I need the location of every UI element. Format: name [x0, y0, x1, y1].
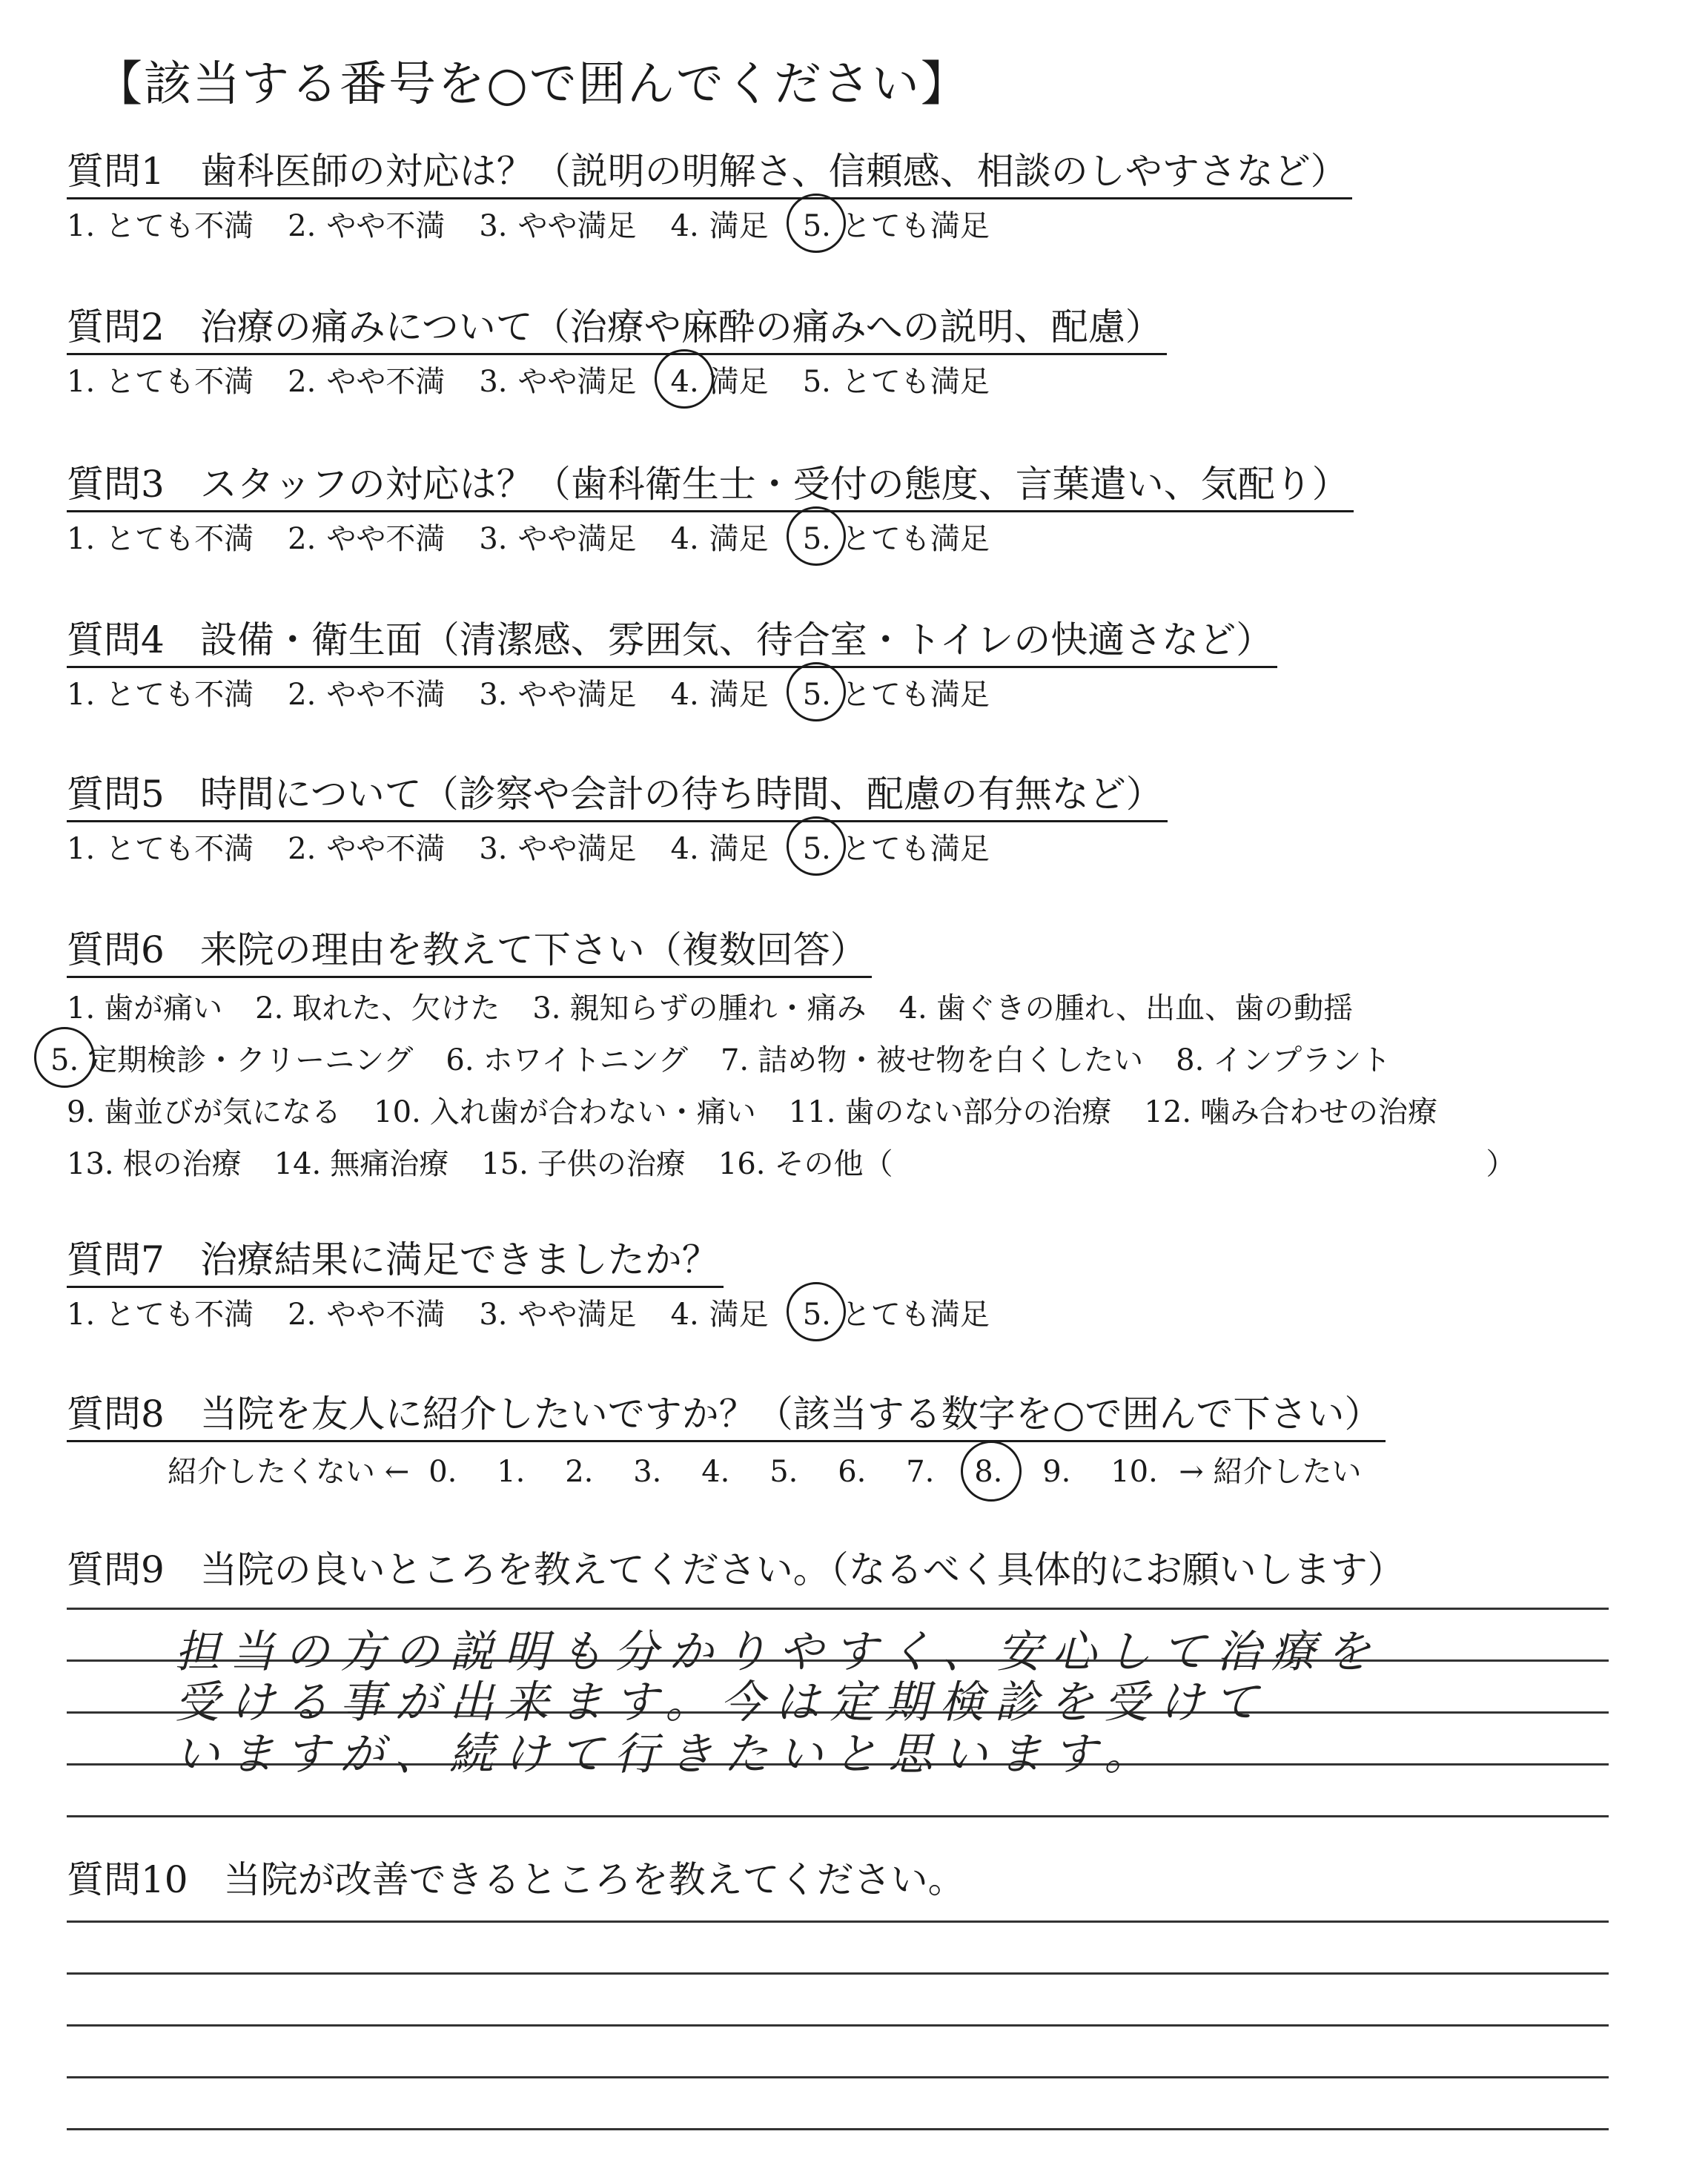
option-number: 2. — [255, 991, 284, 1025]
option-number: 4. — [670, 832, 699, 866]
option-number: 6. — [446, 1043, 474, 1077]
option-label: とても満足 — [841, 678, 990, 712]
question-number: 質問5 — [67, 773, 165, 816]
option-label: その他（ — [774, 1147, 893, 1181]
option-number: 16. — [718, 1147, 766, 1181]
rating-option — [479, 202, 636, 250]
scale-number: 9. — [1042, 1455, 1071, 1489]
rating-option — [671, 515, 769, 563]
option-label: ホワイトニング — [483, 1043, 688, 1077]
option-number: 2. — [288, 522, 317, 556]
answer-line — [67, 1972, 1609, 1975]
question-number: 質問4 — [67, 618, 165, 661]
answer-line — [67, 1815, 1609, 1817]
handwritten-answer-line: いますが、続けて行きたいと思います。 — [175, 1728, 1159, 1780]
option-number: 1. — [67, 1298, 96, 1332]
option-number: 4. — [670, 209, 699, 243]
reason-option — [274, 1138, 449, 1190]
option-label: とても不満 — [105, 209, 254, 243]
question-text: 当院が改善できるところを教えてください。 — [223, 1858, 965, 1901]
option-label: やや満足 — [517, 1298, 637, 1332]
question-1 — [67, 145, 1352, 250]
answer-line — [67, 1920, 1609, 1923]
rating-option — [288, 1291, 445, 1338]
option-label: 歯が痛い — [104, 991, 223, 1025]
option-label: やや不満 — [326, 522, 446, 556]
rating-option — [288, 358, 445, 406]
rating-option — [67, 515, 254, 563]
option-label: 満足 — [709, 1298, 769, 1332]
option-label: やや不満 — [326, 209, 446, 243]
question-text: 時間について（診察や会計の待ち時間、配慮の有無など） — [199, 773, 1163, 816]
reason-option — [789, 1086, 1112, 1138]
option-label: インプラント — [1213, 1043, 1391, 1077]
option-number: 3. — [479, 209, 508, 243]
reason-option — [255, 982, 500, 1034]
reason-option — [446, 1034, 688, 1086]
option-label: とても満足 — [841, 832, 990, 866]
question-6-heading — [67, 924, 872, 978]
option-label: とても不満 — [105, 365, 254, 399]
option-number: 11. — [788, 1095, 836, 1129]
option-label: やや満足 — [517, 522, 637, 556]
reason-option — [899, 982, 1354, 1034]
rating-option — [67, 358, 254, 406]
question-text: 歯科医師の対応は？（説明の明解さ、信頼感、相談のしやすさなど） — [199, 150, 1348, 193]
question-5 — [67, 768, 1168, 873]
question-number: 質問7 — [67, 1238, 165, 1281]
rating-option — [671, 1291, 769, 1338]
option-label: やや不満 — [326, 678, 446, 712]
option-label: 定期検診・クリーニング — [87, 1043, 414, 1077]
option-number: 5. — [803, 202, 831, 250]
option-label: 根の治療 — [122, 1147, 242, 1181]
reason-options — [50, 982, 1516, 1190]
recommend-scale — [168, 1448, 1386, 1496]
option-number: 15. — [481, 1147, 529, 1181]
question-7 — [67, 1234, 1024, 1338]
option-number: 2. — [288, 1298, 317, 1332]
rating-option — [288, 825, 445, 873]
option-number: 3. — [479, 832, 508, 866]
option-number: 1. — [67, 832, 96, 866]
option-label: とても不満 — [105, 522, 254, 556]
reason-row — [67, 1086, 1516, 1138]
reason-row — [67, 982, 1516, 1034]
option-label: 無痛治療 — [330, 1147, 449, 1181]
option-number: 8. — [1176, 1043, 1205, 1077]
option-label: やや不満 — [326, 1298, 446, 1332]
question-2-heading — [67, 301, 1167, 355]
option-number: 1. — [67, 209, 96, 243]
option-number: 14. — [274, 1147, 322, 1181]
option-label: 歯並びが気になる — [104, 1095, 342, 1129]
scale-right-label: → 紹介したい — [1179, 1455, 1362, 1489]
question-8 — [67, 1388, 1386, 1496]
option-label: 満足 — [709, 832, 769, 866]
question-10-heading — [67, 1854, 970, 1906]
rating-option — [803, 358, 990, 406]
question-3 — [67, 458, 1354, 563]
rating-option — [479, 671, 636, 719]
rating-option — [479, 358, 636, 406]
option-label: やや満足 — [517, 678, 637, 712]
question-text: 当院を友人に紹介したいですか？（該当する数字を○で囲んで下さい） — [199, 1393, 1382, 1436]
question-9 — [67, 1544, 1409, 1596]
question-number: 質問2 — [67, 305, 165, 349]
scale-left-label: 紹介したくない ← — [168, 1455, 410, 1489]
rating-option — [288, 671, 445, 719]
rating-option — [671, 825, 769, 873]
scale-number: 1. — [497, 1455, 526, 1489]
scale-number: 2. — [565, 1455, 594, 1489]
option-number: 4. — [898, 991, 927, 1025]
question-text: 当院の良いところを教えてください。（なるべく具体的にお願いします） — [199, 1548, 1405, 1591]
rating-options — [67, 515, 1354, 563]
option-number: 5. — [803, 671, 831, 719]
reason-option — [374, 1086, 756, 1138]
reason-row — [50, 1034, 1516, 1086]
question-9-heading — [67, 1544, 1409, 1596]
reason-option — [67, 982, 222, 1034]
option-label: やや満足 — [517, 365, 637, 399]
option-label: 取れた、欠けた — [292, 991, 500, 1025]
scale-numbers — [428, 1455, 1179, 1489]
scale-number: 8. — [974, 1448, 1042, 1496]
question-2 — [67, 301, 1167, 406]
option-label: 詰め物・被せ物を白くしたい — [758, 1043, 1144, 1077]
option-label: とても不満 — [105, 678, 254, 712]
option-number: 3. — [479, 678, 508, 712]
reason-option — [1176, 1034, 1391, 1086]
question-text: スタッフの対応は？（歯科衛生士・受付の態度、言葉遣い、気配り） — [199, 463, 1349, 506]
rating-option — [671, 671, 769, 719]
option-label: やや満足 — [517, 209, 637, 243]
option-number: 5. — [802, 365, 831, 399]
reason-option — [718, 1138, 1516, 1190]
rating-options — [67, 1291, 1024, 1338]
rating-option — [67, 825, 254, 873]
handwritten-answer-line: 担当の方の説明も分かりやすく、安心して治療を — [175, 1626, 1381, 1678]
question-7-heading — [67, 1234, 724, 1288]
question-10 — [67, 1854, 970, 1906]
rating-options — [67, 202, 1352, 250]
option-number: 2. — [288, 209, 317, 243]
question-text: 来院の理由を教えて下さい（複数回答） — [199, 928, 867, 971]
option-number: 2. — [288, 365, 317, 399]
option-label: とても満足 — [841, 1298, 990, 1332]
question-1-heading — [67, 145, 1352, 199]
option-number: 5. — [803, 1291, 831, 1338]
question-number: 質問9 — [67, 1548, 165, 1591]
rating-option — [803, 515, 990, 563]
option-label: やや満足 — [517, 832, 637, 866]
reason-option — [50, 1034, 413, 1086]
question-number: 質問1 — [67, 150, 165, 193]
question-text: 治療結果に満足できましたか？ — [199, 1238, 719, 1281]
option-number: 10. — [374, 1095, 421, 1129]
option-number: 1. — [67, 678, 96, 712]
rating-option — [288, 202, 445, 250]
option-number: 4. — [671, 358, 699, 406]
option-number: 3. — [532, 991, 561, 1025]
option-number: 5. — [50, 1034, 79, 1086]
rating-option — [803, 1291, 990, 1338]
question-text: 治療の痛みについて（治療や麻酔の痛みへの説明、配慮） — [199, 305, 1162, 349]
option-label: 歯ぐきの腫れ、出血、歯の動揺 — [936, 991, 1354, 1025]
question-number: 質問8 — [67, 1393, 165, 1436]
reason-option — [67, 1138, 242, 1190]
scale-number: 5. — [769, 1455, 798, 1489]
option-label: 満足 — [709, 365, 769, 399]
scale-number: 7. — [906, 1455, 935, 1489]
reason-option — [721, 1034, 1143, 1086]
option-label: とても満足 — [841, 209, 990, 243]
option-number: 9. — [67, 1095, 96, 1129]
rating-option — [803, 825, 990, 873]
rating-option — [671, 358, 769, 406]
option-label: 満足 — [709, 522, 769, 556]
question-8-heading — [67, 1388, 1386, 1442]
scale-number: 3. — [633, 1455, 662, 1489]
rating-option — [803, 202, 990, 250]
option-number: 3. — [479, 365, 508, 399]
scale-number: 6. — [838, 1455, 867, 1489]
option-number: 13. — [67, 1147, 114, 1181]
option-number: 5. — [803, 825, 831, 873]
rating-option — [67, 202, 254, 250]
handwritten-answer-line: 受ける事が出来ます。今は定期検診を受けて — [175, 1677, 1269, 1728]
rating-option — [67, 1291, 254, 1338]
question-6 — [50, 924, 1516, 1190]
option-number: 4. — [670, 522, 699, 556]
option-label: 歯のない部分の治療 — [844, 1095, 1112, 1129]
rating-options — [67, 671, 1277, 719]
option-number: 5. — [803, 515, 831, 563]
reason-row — [67, 1138, 1516, 1190]
question-number: 質問6 — [67, 928, 165, 971]
option-label: とても不満 — [105, 832, 254, 866]
option-label: 親知らずの腫れ・痛み — [569, 991, 867, 1025]
option-number: 3. — [479, 1298, 508, 1332]
question-5-heading — [67, 768, 1168, 822]
answer-line — [67, 1608, 1609, 1610]
rating-options — [67, 825, 1168, 873]
option-number: 12. — [1144, 1095, 1192, 1129]
rating-option — [803, 671, 990, 719]
rating-option — [671, 202, 769, 250]
option-label: 子供の治療 — [537, 1147, 686, 1181]
option-number: 2. — [288, 832, 317, 866]
rating-option — [479, 1291, 636, 1338]
reason-option — [1144, 1086, 1437, 1138]
option-number: 1. — [67, 991, 96, 1025]
reason-option — [532, 982, 866, 1034]
scale-number: 10. — [1110, 1455, 1158, 1489]
option-number: 7. — [720, 1043, 749, 1077]
option-number: 3. — [479, 522, 508, 556]
option-number: 1. — [67, 365, 96, 399]
option-label: 入れ歯が合わない・痛い — [429, 1095, 756, 1129]
rating-option — [67, 671, 254, 719]
reason-option — [67, 1086, 341, 1138]
rating-options — [67, 358, 1167, 406]
scale-number: 4. — [701, 1455, 730, 1489]
question-number: 質問3 — [67, 463, 165, 506]
option-number: 1. — [67, 522, 96, 556]
answer-line — [67, 2128, 1609, 2130]
other-close-paren: ） — [1486, 1147, 1516, 1181]
option-label: 満足 — [709, 209, 769, 243]
answer-line — [67, 2024, 1609, 2027]
option-label: とても不満 — [105, 1298, 254, 1332]
rating-option — [288, 515, 445, 563]
reason-option — [481, 1138, 686, 1190]
option-number: 4. — [670, 1298, 699, 1332]
rating-option — [479, 515, 636, 563]
option-number: 4. — [670, 678, 699, 712]
scale-number: 0. — [428, 1455, 457, 1489]
option-label: 噛み合わせの治療 — [1200, 1095, 1438, 1129]
page-title: 【該当する番号を○で囲んでください】 — [95, 57, 970, 112]
option-label: やや不満 — [326, 832, 446, 866]
option-label: やや不満 — [326, 365, 446, 399]
answer-line — [67, 2076, 1609, 2078]
option-label: 満足 — [709, 678, 769, 712]
question-3-heading — [67, 458, 1354, 512]
question-4-heading — [67, 614, 1277, 668]
rating-option — [479, 825, 636, 873]
question-4 — [67, 614, 1277, 719]
question-number: 質問10 — [67, 1858, 188, 1901]
option-label: とても満足 — [841, 365, 990, 399]
option-label: とても満足 — [841, 522, 990, 556]
question-text: 設備・衛生面（清潔感、雰囲気、待合室・トイレの快適さなど） — [199, 618, 1274, 661]
option-number: 2. — [288, 678, 317, 712]
